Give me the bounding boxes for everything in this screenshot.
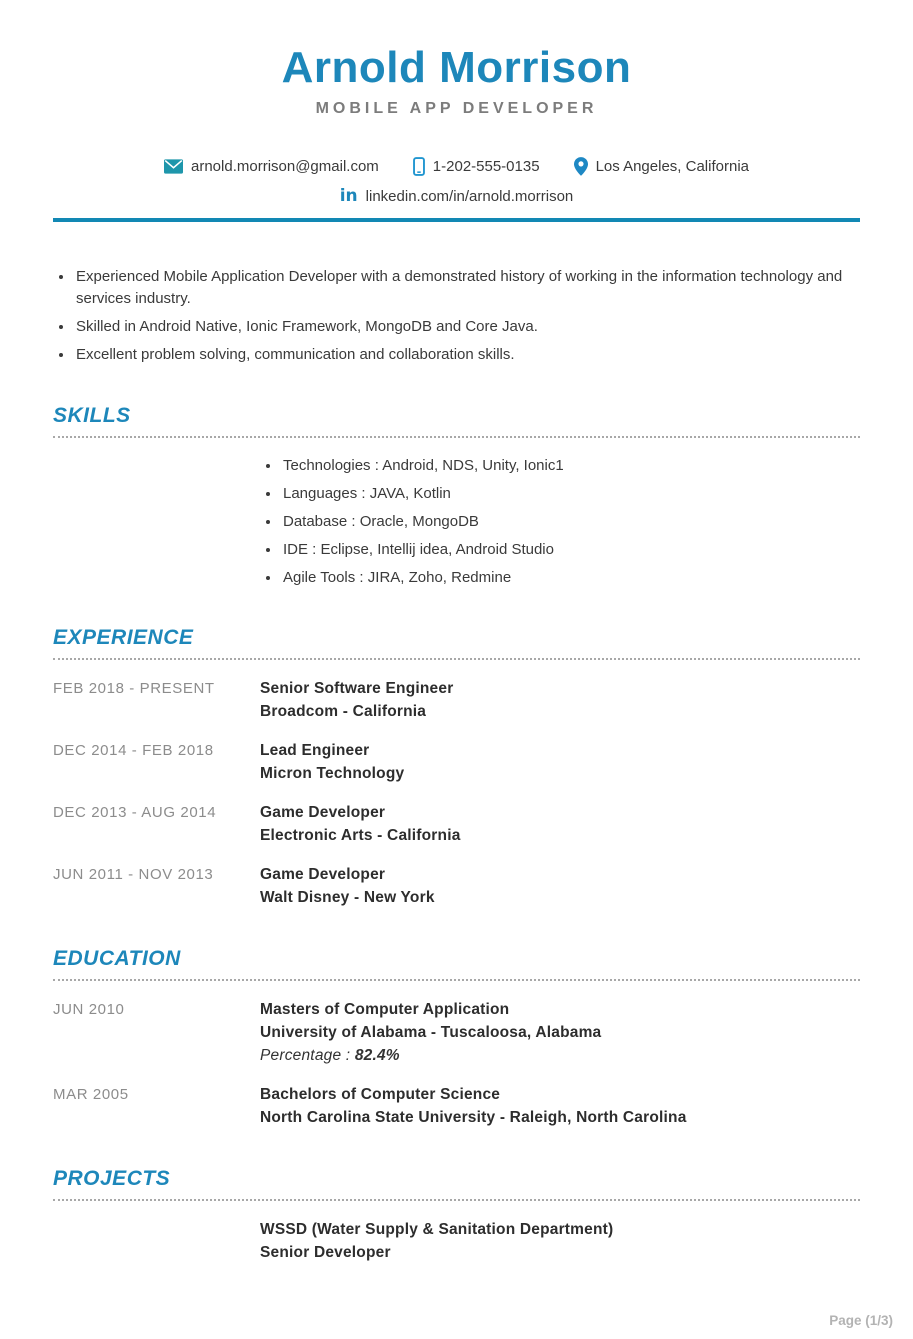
contact-location [574,157,749,176]
experience-entry [53,801,860,847]
contact-email-text: arnold.morrison@gmail.com [191,158,379,175]
degree-note-value: 82.4% [354,1047,400,1065]
linkedin-icon: in [339,186,358,206]
contact-row [53,157,860,176]
summary-list [53,266,860,366]
entry-body [260,1218,613,1264]
skill-item: • Technologies : Android, NDS, Unity, Ionic1 [281,456,860,476]
degree-school: North Carolina State University - Raleigh, North Carolina [260,1109,687,1127]
entry-body [260,677,453,723]
education-entry [53,998,860,1067]
contact-linkedin-text: linkedin.com/in/arnold.morrison [365,188,574,205]
skills-list [260,456,860,588]
job-title: Senior Software Engineer [260,680,454,698]
page-title: Arnold Morrison [281,43,632,92]
resume-page [0,43,913,1264]
smartphone-icon [413,157,425,176]
degree-school: University of Alabama - Tuscaloosa, Alabama [260,1024,602,1042]
skill-item: • Agile Tools : JIRA, Zoho, Redmine [281,568,860,588]
summary-item: • Experienced Mobile Application Developer with a demonstrated history of working in the information technology and services industry. [74,266,860,310]
degree-note [260,1044,601,1067]
entry-date: JUN 2010 [53,1001,125,1019]
entry-body [260,739,404,785]
contact-phone [413,157,540,176]
job-title: Game Developer [260,804,386,822]
degree-title: Masters of Computer Application [260,1001,510,1019]
experience-entry [53,863,860,909]
degree-title: Bachelors of Computer Science [260,1086,501,1104]
job-company: Electronic Arts - California [260,827,461,845]
skill-item: • Database : Oracle, MongoDB [281,512,860,532]
experience-entry [53,677,860,723]
education-entry [53,1083,860,1129]
entry-date: DEC 2014 - FEB 2018 [53,742,214,760]
entry-body [260,998,601,1067]
project-entry [53,1218,860,1264]
envelope-icon [164,159,183,174]
entry-date: DEC 2013 - AUG 2014 [53,804,217,822]
entry-body [260,863,435,909]
entry-date: JUN 2011 - NOV 2013 [53,866,214,884]
summary-item: • Skilled in Android Native, Ionic Framework, MongoDB and Core Java. [74,316,860,338]
contact-linkedin [340,188,574,205]
job-company: Broadcom - California [260,703,427,721]
entry-date: FEB 2018 - PRESENT [53,680,215,698]
job-company: Micron Technology [260,765,405,783]
summary-item: • Excellent problem solving, communication and collaboration skills. [74,344,860,366]
job-company: Walt Disney - New York [260,889,435,907]
contact-phone-text: 1-202-555-0135 [432,158,540,175]
contact-location-text: Los Angeles, California [595,158,749,175]
job-title: Lead Engineer [260,742,370,760]
degree-note-label: Percentage : [260,1047,351,1065]
contact-row-linkedin [53,188,860,205]
skill-item: • Languages : JAVA, Kotlin [281,484,860,504]
section-heading-projects: PROJECTS [53,1167,860,1201]
skill-item: • IDE : Eclipse, Intellij idea, Android Studio [281,540,860,560]
contact-email [164,159,379,174]
experience-entry [53,739,860,785]
entry-date: MAR 2005 [53,1086,129,1104]
project-role: Senior Developer [260,1244,391,1262]
section-heading-experience: EXPERIENCE [53,626,860,660]
entry-body [260,801,461,847]
section-heading-education: EDUCATION [53,947,860,981]
entry-date-empty [53,1218,260,1264]
entry-body [260,1083,687,1129]
job-title: Game Developer [260,866,386,884]
header-divider [53,218,860,222]
role-subtitle: MOBILE APP DEVELOPER [315,100,598,117]
page-number: Page (1/3) [829,1313,893,1328]
project-title: WSSD (Water Supply & Sanitation Department) [260,1221,614,1239]
section-heading-skills: SKILLS [53,404,860,438]
map-pin-icon [574,157,588,176]
